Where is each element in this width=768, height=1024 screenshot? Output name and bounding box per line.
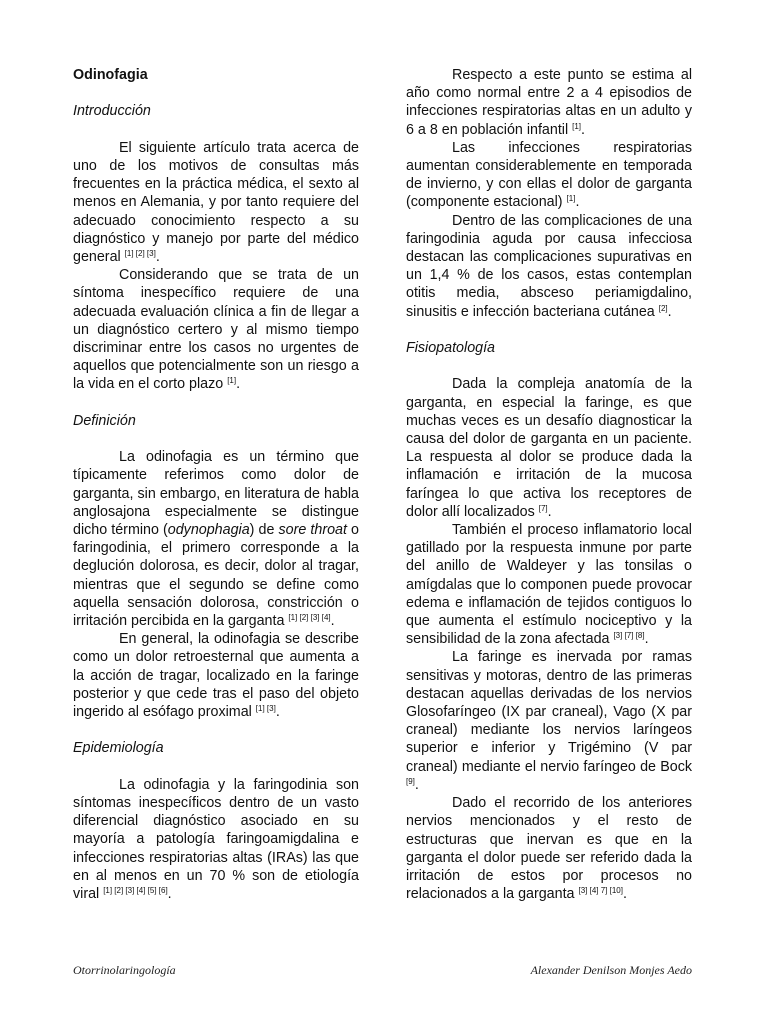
left-column	[73, 66, 359, 903]
paragraph: Considerando que se trata de un síntoma inespecífico requiere de una adecuada evaluación clínica a fin de llegar a un diagnóstico certero y al mismo tiempo discriminar entre los casos no urgentes de aquellos que potencialmente son un riesgo a la vida en el corto plazo [1].	[73, 267, 359, 393]
section-heading-fisiopatologia: Fisiopatología	[406, 340, 496, 357]
paragraph: El siguiente artículo trata acerca de uno de los motivos de consultas más frecuentes en la práctica médica, el sexto al menos en Alemania, y por tanto requiere del adecuado conocimiento respecto a su diagnóstico y manejo por parte del médico general [1] [2] [3].	[73, 139, 359, 265]
citation: [3] [7] [8]	[613, 631, 645, 641]
paragraph: La odinofagia es un término que típicamente referimos como dolor de garganta, sin embargo, en literatura de habla anglosajona especialmente se distingue dicho término (odynophagia) de sore throat o faringodinia, el primero corresponde a la deglución dolorosa, es decir, dolor al tragar, mientras que el segundo se define como aquella sensación dolorosa, constricción o irritación percibida en la garganta [1] [2] [3] [4].	[73, 449, 359, 630]
paragraph: Dado el recorrido de los anteriores nervios mencionados y el resto de estructuras que inervan es que en la garganta el dolor puede ser referido dada la irritación de estos por procesos no relacionados a la garganta [3] [4] 7] [10].	[406, 795, 692, 903]
citation: [7]	[538, 503, 548, 513]
citation: [9]	[406, 776, 415, 786]
paragraph: Respecto a este punto se estima al año como normal entre 2 a 4 episodios de infecciones respiratorias altas en un adulto y 6 a 8 en población infantil [1].	[406, 67, 692, 138]
citation: [3] [4] 7] [10]	[578, 886, 623, 896]
citation: [1] [2] [3] [4]	[288, 613, 331, 623]
citation: [1]	[227, 376, 237, 386]
paragraph: Las infecciones respiratorias aumentan considerablemente en temporada de invierno, y con ellas el dolor de garganta (componente estacional) [1].	[406, 139, 692, 211]
citation: [1]	[566, 194, 576, 204]
paragraph: La odinofagia y la faringodinia son síntomas inespecíficos dentro de un vasto diferencial diagnóstico asociado en su mayoría a patología faringoamigdalina e infecciones respiratorias altas (IRAs) las que en al menos en un 70 % son de etiología viral [1] [2] [3] [4] [5] [6].	[73, 776, 359, 903]
citation: [1]	[572, 121, 582, 131]
citation: [2]	[658, 303, 668, 313]
section-heading-epidemiologia: Epidemiología	[73, 740, 164, 757]
paragraph: Dada la compleja anatomía de la garganta, en especial la faringe, es que muchas veces es un desafío diagnosticar la causa del dolor de garganta en un paciente. La respuesta al dolor se produce dada la inflamación e irritación de la mucosa faríngea lo que activa los receptores de dolor allí localizados [7].	[406, 376, 692, 520]
right-column	[406, 66, 692, 903]
section-heading-definicion: Definición	[73, 412, 136, 429]
citation: [1] [2] [3] [4] [5] [6]	[103, 886, 168, 896]
article-title: Odinofagia	[73, 67, 148, 83]
citation: [1] [2] [3]	[124, 249, 156, 258]
section-heading-introduccion: Introducción	[73, 103, 151, 120]
paragraph: La faringe es inervada por ramas sensitivas y motoras, dentro de las primeras destacan aquellas derivadas de los nervios Glosofaríngeo (IX par craneal), Vago (X par craneal) mediante los nervios laríngeos superior e inferior y Trigémino (V par craneal) mediante el nervio faríngeo de Bock [9].	[406, 649, 692, 793]
footer-section-name: Otorrinolaringología	[73, 963, 176, 977]
paragraph: También el proceso inflamatorio local gatillado por la respuesta inmune por parte del anillo de Waldeyer y las tonsilas o amígdalas que lo componen puede provocar edema e inflamación de tejidos contiguos lo que aumenta el estímulo nociceptivo y la sensibilidad de la zona afectada [3] [7] [8].	[406, 522, 692, 648]
footer-author: Alexander Denilson Monjes Aedo	[530, 963, 692, 977]
paragraph: Dentro de las complicaciones de una faringodinia aguda por causa infecciosa destacan las complicaciones supurativas en un 1,4 % de los casos, estas contemplan otitis media, absceso periamigdalino, sinusitis e infección bacteriana cutánea [2].	[406, 212, 692, 320]
citation: [1] [3]	[255, 704, 276, 714]
paragraph: En general, la odinofagia se describe como un dolor retroesternal que aumenta a la acción de tragar, localizado en la faringe posterior y que cede tras el paso del objeto ingerido al esófago proximal [1] [3].	[73, 631, 359, 721]
